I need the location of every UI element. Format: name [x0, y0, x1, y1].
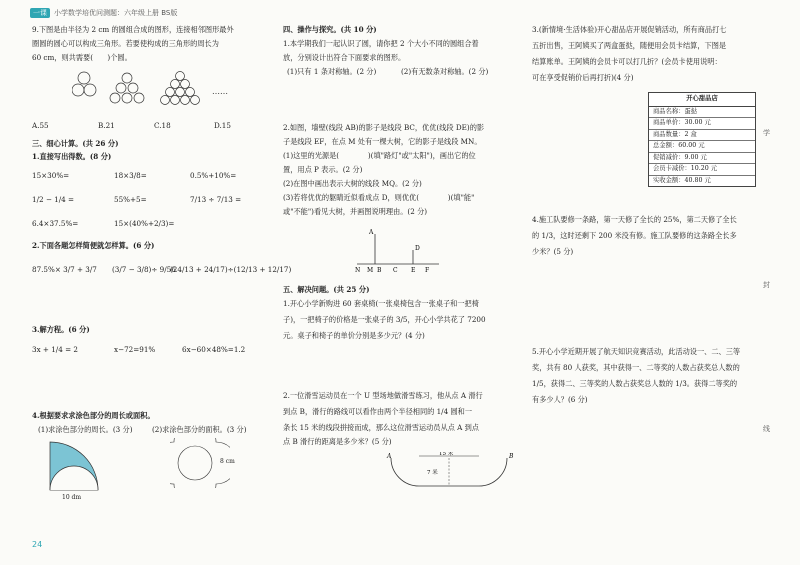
calc-1: 15×30%=	[32, 171, 70, 180]
side-label: 封	[763, 281, 770, 289]
fig-label-b: B	[377, 267, 382, 274]
fig-label-d: D	[415, 245, 420, 252]
receipt-title: 开心甜品店	[649, 93, 755, 107]
svg-text:……: ……	[212, 87, 228, 96]
fig-label-a: A	[369, 229, 374, 236]
u-label-b: B	[509, 453, 514, 460]
p5-line2: 奖，共有 80 人获奖，其中获得一、二等奖的人数占获奖总人数的	[532, 363, 740, 372]
q2-line1: 2.如图，墙壁(线段 AB)的影子是线段 BC，优优(线段 DE)的影	[283, 123, 485, 132]
equation-2: x−72=91%	[114, 345, 156, 354]
q9-option-a: A.55	[32, 121, 49, 130]
calc-7: 6.4×37.5%=	[32, 219, 79, 228]
p4-line1: 4.施工队要修一条路，第一天修了全长的 25%，第二天修了全长	[532, 215, 737, 224]
q1-part-a: (1)只有 1 条对称轴。(2 分)	[287, 67, 377, 76]
p1-line3: 元。桌子和椅子的单价分别是多少元？(4 分)	[283, 331, 425, 340]
s1-title: 1.直接写出得数。(8 分)	[32, 152, 112, 161]
p1-line2: 子)，一把椅子的价格是一张桌子的 3/5，开心小学共花了 7200	[283, 315, 486, 324]
shaded-quarter-figure	[46, 438, 116, 498]
u-label-side: 7 米	[427, 470, 438, 476]
q2-line5: (2)在图中画出表示大树的线段 MQ。(2 分)	[283, 179, 422, 188]
p1-line1: 1.开心小学新购进 60 套桌椅(一张桌椅包含一张桌子和一把椅	[283, 299, 479, 308]
q2-line4: 置，用点 P 表示。(2 分)	[283, 165, 363, 174]
dim-label-a: 10 dm	[62, 494, 82, 501]
u-label-top: 15 米	[439, 452, 454, 457]
receipt-row: 商品单价：30.00 元	[649, 118, 755, 130]
s4-part-b: (2)求涂色部分的面积。(3 分)	[152, 425, 247, 434]
p2-line3: 条长 15 米的线段拼接而成，那么这位滑雪运动员从点 A 到点	[283, 423, 479, 432]
q9-line1: 9.下图是由半径为 2 cm 的圆组合成的图形，连接相邻图形最外	[32, 25, 234, 34]
s2-title: 2.下面各题怎样简便就怎样算。(6 分)	[32, 241, 155, 250]
p3-line2: 五折出售，王阿姨买了两盒蛋挞，随便用会员卡结算，下图是	[532, 41, 727, 50]
calc-3: 0.5%+10%=	[190, 171, 237, 180]
fig-label-m: M	[367, 267, 374, 274]
simp-2: (3/7 − 3/8)÷ 9/56	[112, 265, 176, 274]
p4-line2: 的 1/3，这时还剩下 200 米没有修。施工队要修的这条路全长多	[532, 231, 737, 240]
s4-title: 4.根据要求求涂色部分的周长或面积。	[32, 411, 155, 420]
receipt-row: 会员卡减价：10.20 元	[649, 164, 755, 176]
fig-label-n: N	[355, 267, 361, 274]
calc-4: 1/2 − 1/4 =	[32, 195, 75, 204]
receipt-row: 促销减价：9.00 元	[649, 153, 755, 165]
p5-line1: 5.开心小学近期开展了航天知识竞赛活动，此活动设一、二、三等	[532, 347, 741, 356]
fig-label-f: F	[425, 267, 430, 274]
side-label: 线	[763, 425, 770, 433]
header-tag: 一课	[30, 8, 50, 18]
q2-line2: 子是线段 EF，在点 M 处有一棵大树，它的影子是线段 MN。	[283, 137, 482, 146]
calc-8: 15×(40%+2/3)=	[114, 219, 175, 228]
q1-line1: 1.本学期我们一起认识了圆，请你把 2 个大小不同的圆组合着	[283, 39, 479, 48]
q2-line7: 或"不能")看见大树，并画图说明理由。(2 分)	[283, 207, 428, 216]
q9-line3: 60 cm，则共需要( )个圆。	[32, 53, 132, 62]
u-ramp-figure	[383, 452, 523, 506]
simp-1: 87.5%× 3/7 + 3/7	[32, 265, 97, 274]
page-number: 24	[32, 540, 43, 549]
receipt-row: 商品名称：蛋挞	[649, 107, 755, 119]
section4-title: 四、操作与探究。(共 10 分)	[283, 25, 377, 34]
p3-line3: 结算账单。王阿姨的会员卡可以打几折？(会员卡使用说明：	[532, 57, 722, 66]
q2-line6: (3)若将优优的躯睛近似看成点 D，则优优( )(填"能"	[283, 193, 475, 202]
q1-part-b: (2)有无数条对称轴。(2 分)	[401, 67, 489, 76]
q9-option-b: B.21	[98, 121, 115, 130]
section5-title: 五、解决问题。(共 25 分)	[283, 285, 370, 294]
p2-line2: 到点 B，滑行的路线可以看作由两个半径相同的 1/4 圆和一	[283, 407, 473, 416]
simp-3: (24/13 + 24/17)÷(12/13 + 12/17)	[170, 265, 292, 274]
s3-title: 3.解方程。(6 分)	[32, 325, 90, 334]
header-title: 小学数学培优问测题：六年级上册 BS版	[54, 9, 178, 17]
p3-line1: 3.(新情境·生活体验)开心甜品店开展促销活动，所有商品打七	[532, 25, 727, 34]
dim-label-b: 8 cm	[220, 458, 235, 465]
p5-line4: 有多少人？(6 分)	[532, 395, 588, 404]
p4-line3: 少米？(5 分)	[532, 247, 574, 256]
calc-2: 18×3/8=	[114, 171, 147, 180]
equation-3: 6x−60×48%=1.2	[182, 345, 246, 354]
shadow-diagram	[353, 224, 443, 274]
calc-5: 55%+5=	[114, 195, 147, 204]
circle-pattern-figure	[72, 70, 242, 110]
p2-line1: 2.一位滑雪运动员在一个 U 型场地做滑雪练习，他从点 A 滑行	[283, 391, 483, 400]
equation-1: 3x + 1/4 = 2	[32, 345, 78, 354]
u-label-a: A	[387, 453, 392, 460]
q2-line3: (1)这里的光源是( )(填"路灯"或"太阳")，画出它的位	[283, 151, 476, 160]
receipt-box	[648, 92, 756, 187]
q9-option-c: C.18	[154, 121, 171, 130]
s4-part-a: (1)求涂色部分的周长。(3 分)	[38, 425, 133, 434]
receipt-row: 总金额：60.00 元	[649, 141, 755, 153]
side-label: 学	[763, 129, 770, 137]
p5-line3: 1/5，获得二、三等奖的人数占获奖总人数的 1/3。获得二等奖的	[532, 379, 738, 388]
calc-6: 7/13 ÷ 7/13 =	[190, 195, 242, 204]
fig-label-c: C	[393, 267, 398, 274]
receipt-row: 商品数量：2 盒	[649, 130, 755, 142]
page-header	[30, 8, 177, 18]
section3-title: 三、细心计算。(共 26 分)	[32, 139, 119, 148]
p3-line4: 可在享受促销价后再打折)(4 分)	[532, 73, 634, 82]
p2-line4: 点 B 滑行的距离是多少米？(5 分)	[283, 437, 392, 446]
q1-line2: 放，分别设计出符合下面要求的图形。	[283, 53, 406, 62]
q9-line2: 圈圆的圆心可以构成三角形。若要使构成的三角形的周长为	[32, 39, 219, 48]
fig-label-e: E	[411, 267, 416, 274]
q9-option-d: D.15	[214, 121, 231, 130]
receipt-row: 实收金额：40.80 元	[653, 176, 711, 184]
